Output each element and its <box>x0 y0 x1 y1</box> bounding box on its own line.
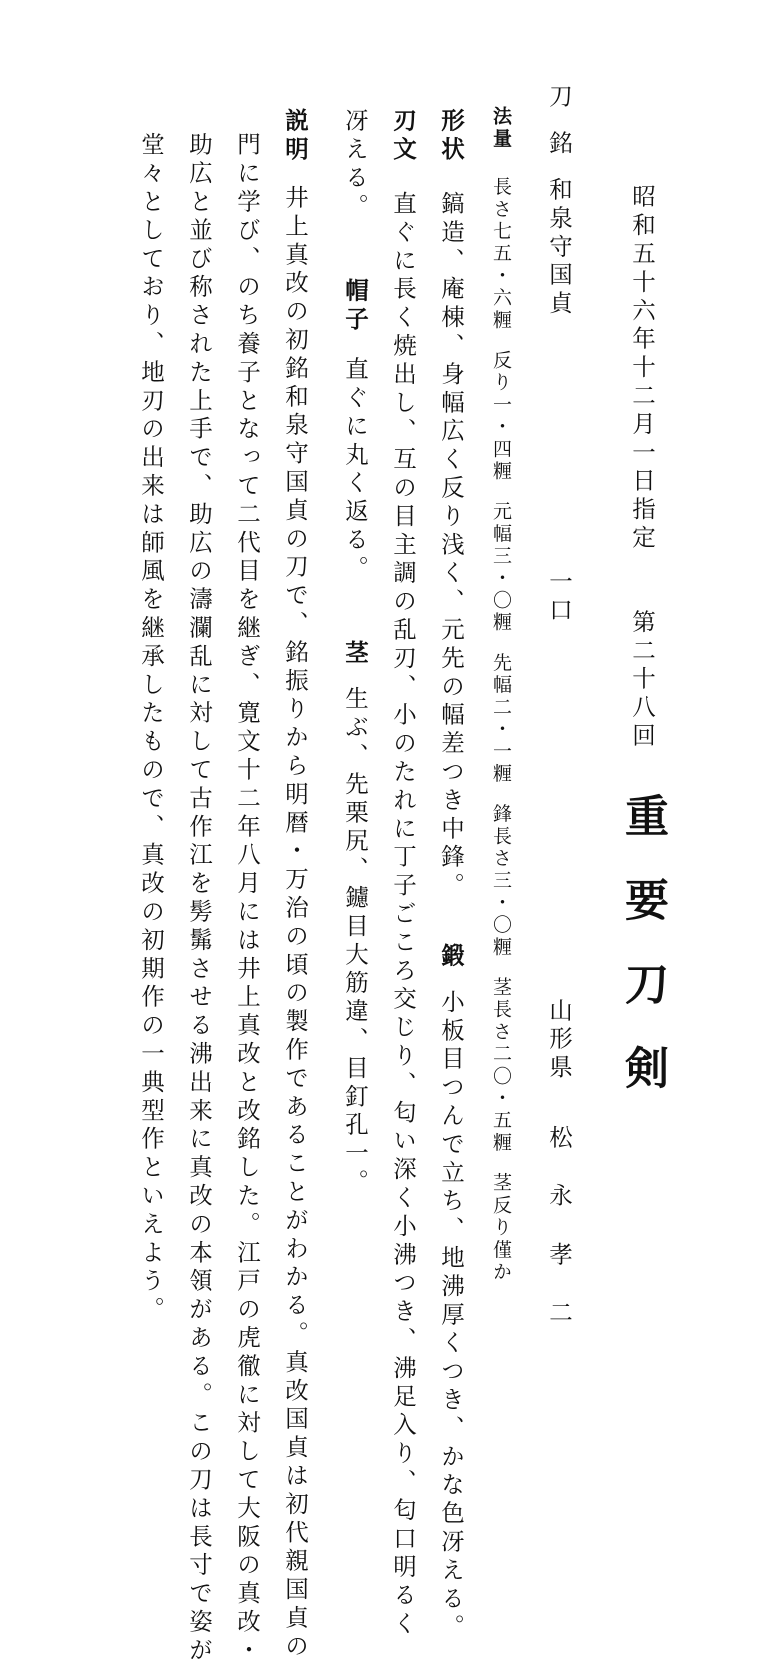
setsumei-line-1: 井上真改の初銘和泉守国貞の刀で、銘振りから明暦・万治の頃の製作であることがわかる。真改国貞は初代親国貞の <box>281 184 309 1662</box>
houryou-nagasa: 長さ七五・六糎 <box>490 176 512 332</box>
hamon-text: 直ぐに長く焼出し、互の目主調の乱刃、小のたれに丁子ごころ交じり、匂い深く小沸つき、沸足入り、匂口明るく <box>389 190 417 1640</box>
houryou-motohaba: 元幅三・〇糎 <box>490 501 512 635</box>
item-column <box>547 84 571 1328</box>
keijou-column <box>439 108 463 1642</box>
setsumei-label: 説明 <box>281 108 309 165</box>
owner-name-char-4: 二 <box>545 1300 573 1329</box>
houryou-kissaki: 鋒長さ三・〇糎 <box>490 803 512 959</box>
setsumei-line-3: 助広と並び称された上手で、助広の濤瀾乱に対して古作江を髣髴させる沸出来に真改の本領がある。この刀は長寸で姿が <box>185 132 213 1666</box>
houryou-nakago-nagasa: 茎長さ二〇・五糎 <box>490 976 512 1155</box>
hamon-text-continued: 冴える。 <box>341 108 369 222</box>
setsumei-column-2 <box>235 132 259 1666</box>
kitae-label: 鍛 <box>437 942 465 972</box>
houryou-sori: 反り一・四糎 <box>490 349 512 484</box>
session-number: 第二十八回 <box>628 609 656 752</box>
title-char-3: 刀 <box>617 961 668 1006</box>
header-column <box>617 184 668 1129</box>
keijou-text: 鎬造、庵棟、身幅広く反り浅く、元先の幅差つき中鋒。 <box>437 190 465 901</box>
setsumei-column-1 <box>283 108 307 1662</box>
title-char-4: 剣 <box>617 1045 668 1090</box>
hamon-continued-column <box>343 108 367 1197</box>
kitae-text: 小板目つんで立ち、地沸厚くつき、かな色冴える。 <box>437 989 465 1643</box>
mei-text: 和泉守国貞 <box>545 176 573 319</box>
hamon-label: 刃文 <box>389 108 417 165</box>
designation-date: 昭和五十六年十二月一日指定 <box>628 184 656 554</box>
owner-name-char-1: 松 <box>545 1124 573 1154</box>
keijou-label: 形状 <box>437 108 465 165</box>
title-char-1: 重 <box>617 793 668 838</box>
owner-prefecture: 山形県 <box>545 997 573 1083</box>
setsumei-line-2: 門に学び、のち養子となって二代目を継ぎ、寛文十二年八月には井上真改と改銘した。江戸の虎徹に対して大阪の真改・ <box>233 132 261 1666</box>
owner-name-char-2: 永 <box>545 1183 573 1212</box>
owner-name-char-3: 孝 <box>545 1241 573 1271</box>
nakago-text: 生ぶ、先栗尻、鑢目大筋違、目釘孔一。 <box>341 686 369 1198</box>
setsumei-column-4 <box>139 132 163 1325</box>
title-char-2: 要 <box>617 877 668 922</box>
setsumei-line-4: 堂々としており、地刃の出来は師風を継承したもので、真改の初期作の一典型作といえよう。 <box>137 132 165 1325</box>
houryou-nakago-sori: 茎反り僅か <box>490 1172 512 1284</box>
houryou-sakihaba: 先幅二・一糎 <box>490 652 512 786</box>
houryou-column <box>491 106 510 1283</box>
hamon-column <box>391 108 415 1639</box>
boushi-text: 直ぐに丸く返る。 <box>341 356 369 584</box>
item-type: 刀 <box>545 84 573 113</box>
houryou-label: 法量 <box>490 106 512 151</box>
nakago-label: 茎 <box>341 639 369 669</box>
mei-label: 銘 <box>545 130 573 159</box>
boushi-label: 帽子 <box>341 277 369 335</box>
item-count: 一口 <box>545 568 573 626</box>
setsumei-column-3 <box>187 132 211 1666</box>
